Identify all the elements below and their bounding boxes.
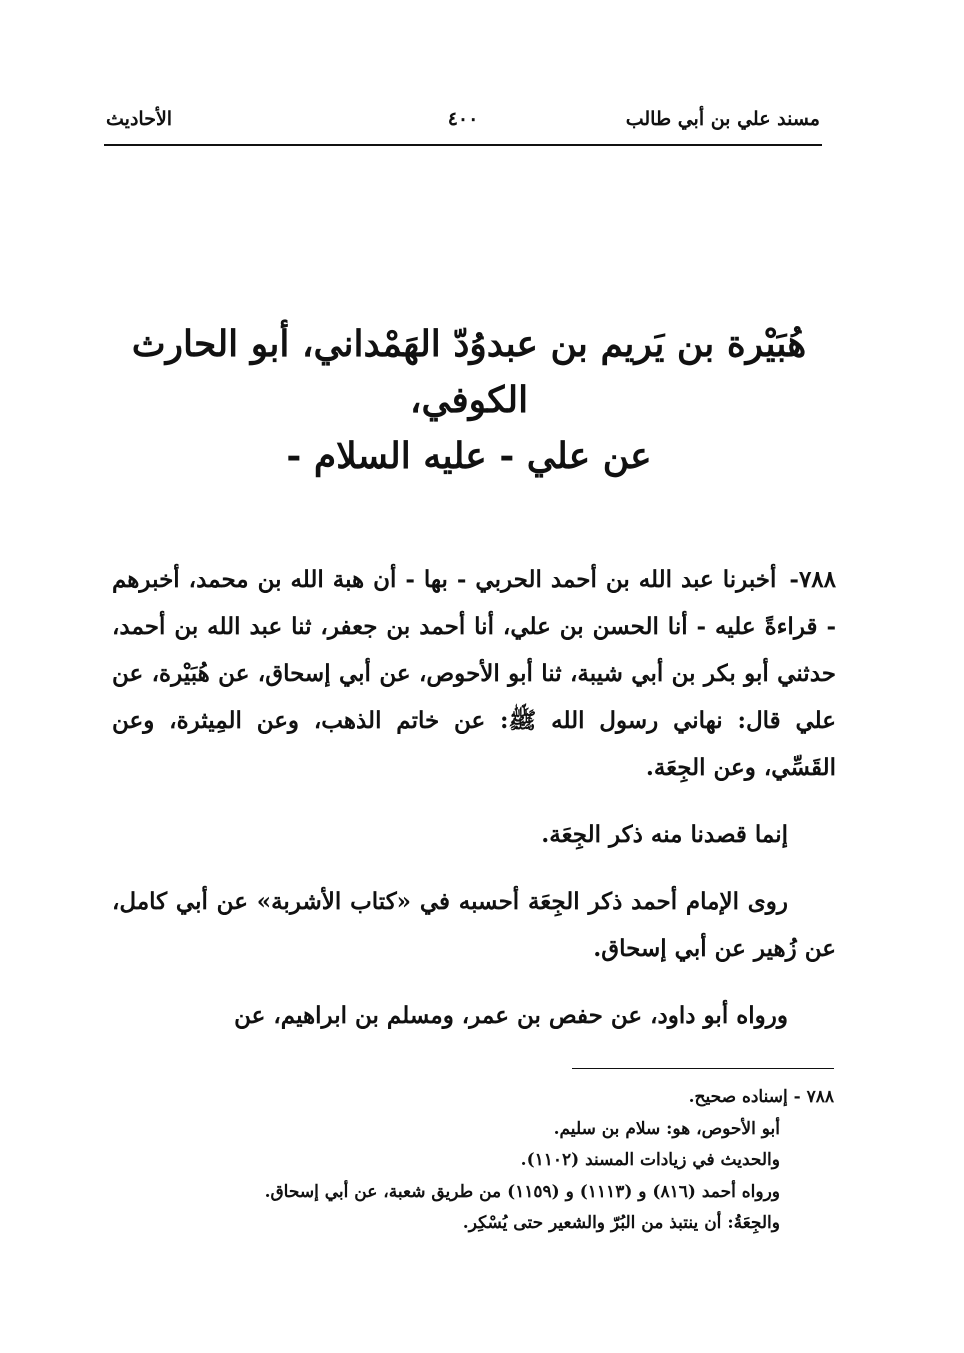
hadith-text: أخبرنا عبد الله بن أحمد الحربي - بها - أن هبة الله بن محمد، أخبرهم - قراءةً عليه - أنا الحسن بن علي، أنا أحمد بن جعفر، ثنا عبد الله بن أحمد، حدثني أبو بكر بن أبي شيبة، ثنا أبو الأحوص، عن أبي إسحاق، عن هُبَيْرة، عن علي قال: نهاني رسول الله ﷺ: عن خاتم الذهب، وعن المِيثرة، وعن القَسِّي، وعن الجِعَة. xyxy=(112,566,836,781)
chapter-title-line-1: هُبَيْرة بن يَريم بن عبدوُدّ الهَمْداني، أبو الحارث xyxy=(131,323,807,365)
commentary-paragraph-2: روى الإمام أحمد ذكر الجِعَة أحسبه في «كتاب الأشربة» عن أبي كامل، عن زُهير عن أبي إسحاق. xyxy=(112,888,836,962)
footnote-line-2: أبو الأحوص، هو: سلام بن سليم. xyxy=(553,1118,780,1139)
footnote-line-5: والجِعَةُ: أن ينتبذ من البُرّ والشعير حتى يُسْكِر. xyxy=(462,1213,780,1233)
commentary-paragraph-3: ورواه أبو داود، عن حفص بن عمر، ومسلم بن ابراهيم، عن xyxy=(234,1002,788,1029)
page-number: ٤٠٠ xyxy=(447,108,479,130)
footnote-line-4: ورواه أحمد (٨١٦) و (١١١٣) و (١١٥٩) من طريق شعبة، عن أبي إسحاق. xyxy=(264,1181,780,1202)
chapter-title xyxy=(104,316,834,484)
header-section-title: الأحاديث xyxy=(106,108,173,130)
main-text xyxy=(112,556,836,1039)
hadith-paragraph xyxy=(112,556,836,791)
chapter-title-line-3: عن علي - عليه السلام - xyxy=(286,435,652,477)
footnote-separator xyxy=(572,1068,834,1069)
page-header xyxy=(104,104,822,146)
header-book-title: مسند علي بن أبي طالب xyxy=(625,108,820,130)
hadith-number: ٧٨٨- xyxy=(789,566,836,593)
footnote-line-3: والحديث في زيادات المسند (١١٠٢). xyxy=(520,1150,780,1170)
chapter-title-line-2: الكوفي، xyxy=(409,379,529,421)
footnotes xyxy=(150,1082,834,1240)
commentary-paragraph-1: إنما قصدنا منه ذكر الجِعَة. xyxy=(541,821,788,848)
footnote-line-1: ٧٨٨ - إسناده صحيح. xyxy=(688,1087,834,1107)
